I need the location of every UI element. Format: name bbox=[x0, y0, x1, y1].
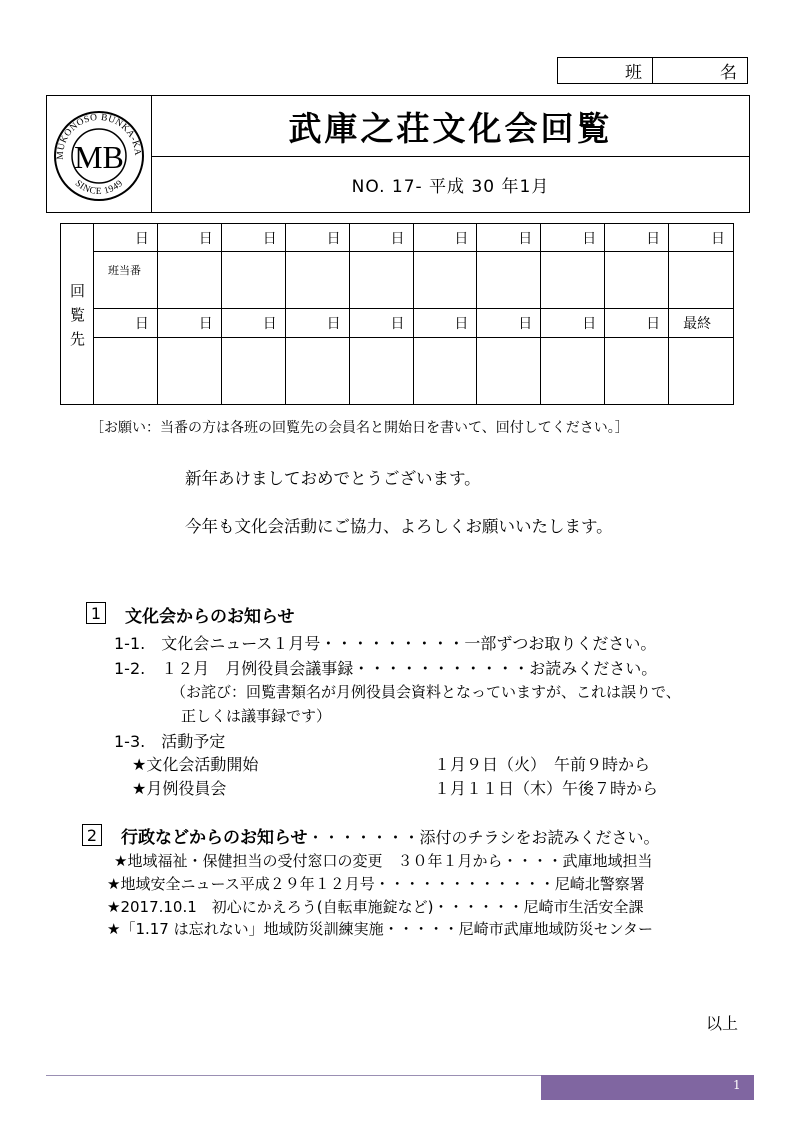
date-cell: 日 bbox=[94, 224, 158, 252]
date-cell: 日 bbox=[414, 224, 478, 252]
name-cell bbox=[222, 252, 286, 309]
name-cell bbox=[541, 338, 605, 404]
closing-mark: 以上 bbox=[706, 1014, 739, 1033]
side-label-char: 覧 bbox=[69, 306, 85, 324]
logo-cell bbox=[47, 96, 152, 212]
section-2-title-tail: ・・・・・・・添付のチラシをお読みください。 bbox=[307, 828, 660, 847]
issue-number: NO. 17- 平成 30 年1月 bbox=[351, 176, 550, 197]
schedule-item: ★文化会活動開始 bbox=[132, 755, 259, 774]
name-cell bbox=[158, 252, 222, 309]
name-cell bbox=[477, 338, 541, 404]
new-year-greeting: 新年あけましておめでとうございます。 bbox=[185, 469, 481, 488]
date-cell: 日 bbox=[222, 224, 286, 252]
circulation-table bbox=[60, 223, 734, 405]
date-cell: 日 bbox=[541, 309, 605, 338]
date-cell: 日 bbox=[414, 309, 478, 338]
date-cell: 日 bbox=[605, 224, 669, 252]
footer-bar bbox=[541, 1075, 754, 1100]
name-cell bbox=[350, 338, 414, 404]
name-cell bbox=[669, 252, 733, 309]
group-name-box bbox=[557, 57, 748, 84]
notice-item: ★「1.17 は忘れない」地域防災訓練実施・・・・・尼崎市武庫地域防災センター bbox=[107, 920, 654, 938]
side-label-char: 回 bbox=[69, 282, 85, 300]
name-cell bbox=[477, 252, 541, 309]
section-2-number: 2 bbox=[82, 824, 102, 846]
date-cell: 日 bbox=[94, 309, 158, 338]
logo-letters: MB bbox=[74, 139, 124, 175]
name-cell bbox=[605, 252, 669, 309]
apology-note: （お詫び：回覧書類名が月例役員会資料となっていますが、これは誤りで、 bbox=[171, 683, 681, 701]
date-cell: 日 bbox=[286, 309, 350, 338]
name-cell bbox=[541, 252, 605, 309]
page-number: 1 bbox=[733, 1078, 741, 1092]
name-cell bbox=[414, 252, 478, 309]
name-cell bbox=[94, 252, 158, 309]
section-2-title: 行政などからのお知らせ bbox=[121, 828, 308, 848]
side-label-char: 先 bbox=[69, 330, 85, 348]
name-cell bbox=[286, 252, 350, 309]
cooperation-greeting: 今年も文化会活動にご協力、よろしくお願いいたします。 bbox=[185, 517, 613, 536]
notice-item: ★地域安全ニュース平成２９年１２月号・・・・・・・・・・・・尼崎北警察署 bbox=[107, 875, 645, 893]
name-cell bbox=[605, 338, 669, 404]
notice-item: ★地域福祉・保健担当の受付窓口の変更 ３０年１月から・・・・武庫地域担当 bbox=[114, 852, 653, 870]
date-cell: 日 bbox=[541, 224, 605, 252]
duty-label: 班当番 bbox=[108, 264, 141, 277]
item-1-1: 1-1. 文化会ニュース１月号・・・・・・・・・一部ずつお取りください。 bbox=[114, 634, 657, 653]
date-cell: 日 bbox=[158, 224, 222, 252]
section-2-heading bbox=[121, 823, 660, 848]
schedule-date: １月９日（火） 午前９時から bbox=[434, 755, 651, 774]
logo-arc-bottom: SINCE 1949 bbox=[72, 178, 126, 198]
newsletter-title: 武庫之荘文化会回覧 bbox=[288, 108, 613, 148]
newsletter-header bbox=[46, 95, 750, 213]
date-cell: 日 bbox=[477, 224, 541, 252]
schedule-date: １月１１日（木）午後７時から bbox=[434, 779, 659, 798]
name-cell bbox=[350, 252, 414, 309]
date-cell: 日 bbox=[605, 309, 669, 338]
name-cell bbox=[286, 338, 350, 404]
date-cell: 日 bbox=[222, 309, 286, 338]
date-cell: 日 bbox=[669, 224, 733, 252]
final-cell: 最終 bbox=[669, 309, 733, 338]
date-cell: 日 bbox=[350, 224, 414, 252]
name-cell bbox=[158, 338, 222, 404]
item-1-2: 1-2. １２月 月例役員会議事録・・・・・・・・・・・お読みください。 bbox=[114, 659, 658, 678]
circulation-side-label bbox=[61, 224, 94, 404]
club-logo bbox=[47, 96, 150, 211]
name-label: 名 bbox=[720, 63, 737, 83]
notice-item: ★2017.10.1 初心にかえろう(自転車施錠など)・・・・・・尼崎市生活安全課 bbox=[107, 898, 644, 916]
section-1-title: 文化会からのお知らせ bbox=[125, 607, 295, 627]
name-cell bbox=[94, 338, 158, 404]
schedule-item: ★月例役員会 bbox=[132, 779, 227, 798]
apology-note-cont: 正しくは議事録です） bbox=[181, 707, 332, 725]
date-cell: 日 bbox=[286, 224, 350, 252]
request-note: ［お願い：当番の方は各班の回覧先の会員名と開始日を書いて、回付してください。］ bbox=[90, 420, 629, 436]
group-label: 班 bbox=[558, 58, 653, 83]
item-1-3: 1-3. 活動予定 bbox=[114, 732, 226, 751]
date-cell: 日 bbox=[158, 309, 222, 338]
date-cell: 日 bbox=[350, 309, 414, 338]
logo-arc-top: MUKONOSO BUNKA-KA bbox=[55, 112, 143, 160]
name-cell bbox=[222, 338, 286, 404]
name-cell bbox=[669, 338, 733, 404]
svg-text:SINCE 1949 bbox=[73, 179, 126, 197]
title-cell bbox=[152, 96, 749, 157]
name-cell bbox=[414, 338, 478, 404]
section-1-number: 1 bbox=[86, 602, 106, 624]
circulation-grid bbox=[94, 224, 733, 404]
date-cell: 日 bbox=[477, 309, 541, 338]
